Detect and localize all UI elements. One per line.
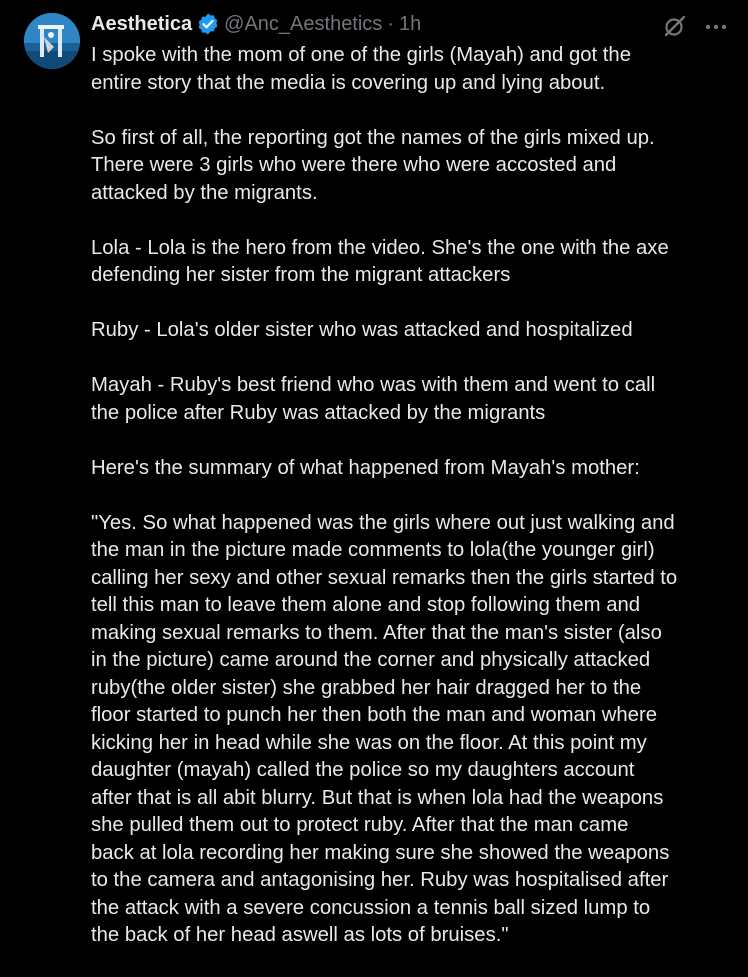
tweet-paragraph-mayah: Mayah - Ruby's best friend who was with them and went to call the police after Ruby was attacked by the migrants — [91, 374, 656, 424]
verified-badge-icon[interactable] — [196, 12, 220, 36]
tweet-paragraph-names: So first of all, the reporting got the names of the girls mixed up. There were 3 girls who were there who were accosted and attacked by the migrants. — [91, 126, 655, 204]
separator-dot: · — [387, 12, 394, 35]
avatar[interactable] — [24, 13, 80, 69]
user-handle[interactable]: @Anc_Aesthetics — [224, 12, 383, 35]
tweet-paragraph-intro: I spoke with the mom of one of the girls (Mayah) and got the entire story that the media is covering up and lying about. — [91, 44, 631, 94]
avatar-image — [24, 13, 80, 69]
timestamp[interactable]: 1h — [398, 12, 422, 35]
more-options-icon[interactable] — [703, 14, 729, 40]
tweet-text — [91, 42, 731, 977]
display-name[interactable]: Aesthetica — [91, 12, 193, 35]
tweet-paragraph-ruby: Ruby - Lola's older sister who was attacked and hospitalized — [91, 319, 633, 341]
grok-icon[interactable] — [662, 13, 688, 39]
tweet-paragraph-lola: Lola - Lola is the hero from the video. She's the one with the axe defending her sister from the migrant attackers — [91, 236, 669, 286]
tweet-paragraph-quote: "Yes. So what happened was the girls where out just walking and the man in the picture made comments to lola(the younger girl) calling her sexy and other sexual remarks then the girls started to tell this man to leave them alone and stop following them and making sexual remarks to them. After that the man's sister (also in the picture) came around the corner and physically attacked ruby(the older sister) she grabbed her hair dragged her to the floor started to punch her then both the man and woman where kicking her in head while she was on the floor. At this point my daughter (mayah) called the police so my daughters account after that is all abit blurry. But that is when lola had the weapons she pulled them out to protect ruby. After that the man came back at lola recording her making sure she showed the weapons to the camera and antagonising her. Ruby was hospitalised after the attack with a severe concussion a tennis ball sized lump to the back of her head aswell as lots of bruises." — [91, 511, 678, 946]
tweet-paragraph-summary-intro: Here's the summary of what happened from Mayah's mother: — [91, 456, 640, 479]
tweet-header — [91, 11, 421, 37]
